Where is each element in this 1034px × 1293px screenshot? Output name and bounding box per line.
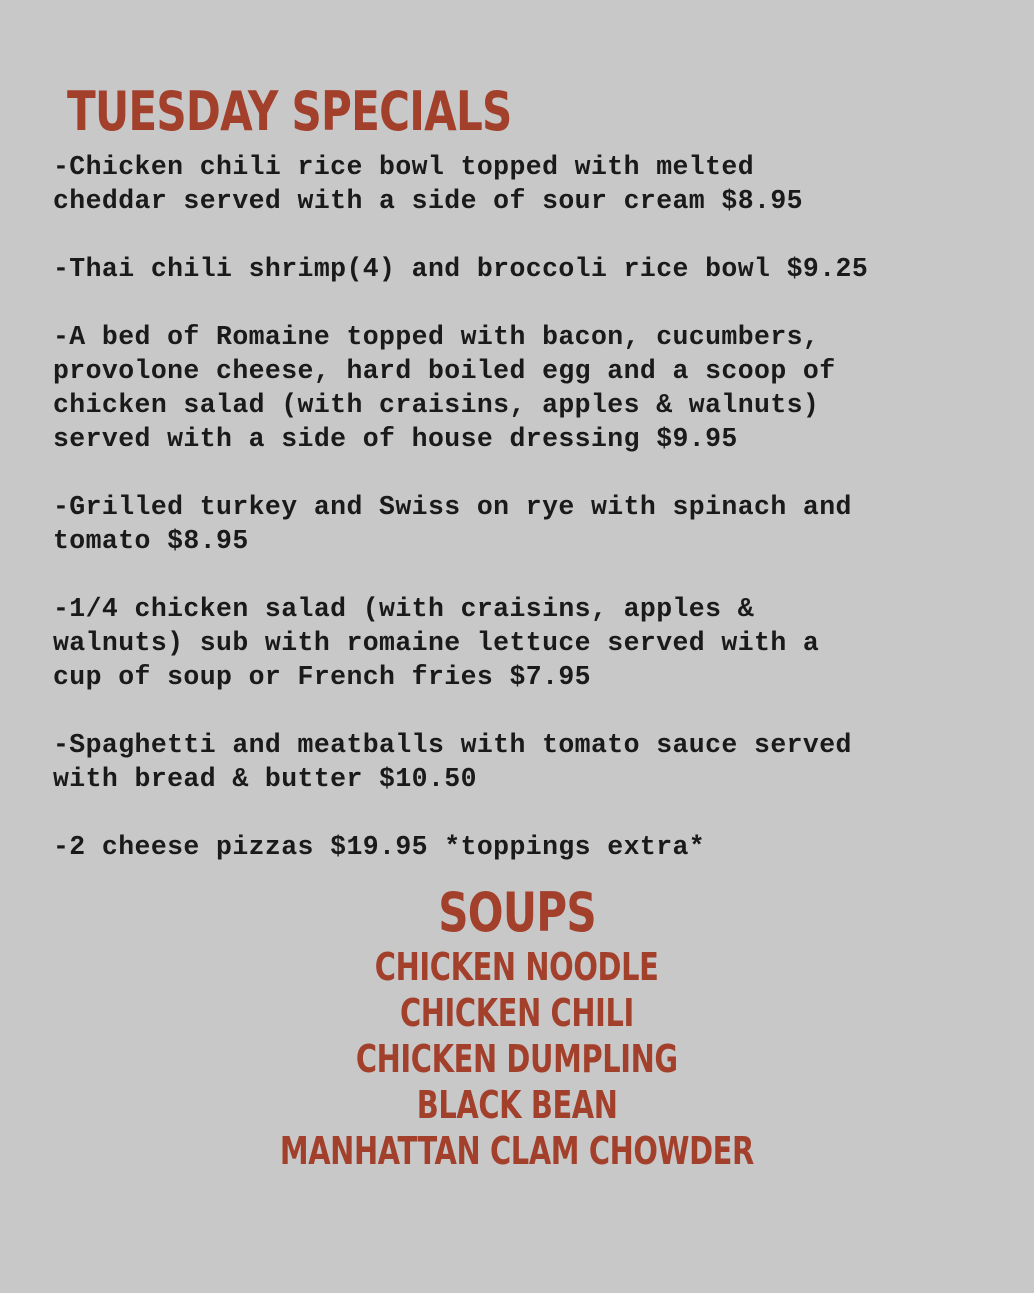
soup-item — [0, 944, 1034, 990]
special-item-chicken-chili-bowl: -Chicken chili rice bowl topped with melted cheddar served with a side of sour cream $8.95 — [53, 152, 803, 216]
page-title: TUESDAY SPECIALS — [67, 80, 512, 143]
soups-list — [0, 944, 1034, 1174]
special-item-romaine-salad: -A bed of Romaine topped with bacon, cucumbers, provolone cheese, hard boiled egg and a scoop of chicken salad (with craisins, apples & walnuts) served with a side of house dressing $9.95 — [53, 322, 836, 454]
specials-list — [53, 150, 1013, 898]
soup-item-label: CHICKEN DUMPLING — [356, 1037, 678, 1081]
special-item-grilled-turkey: -Grilled turkey and Swiss on rye with spinach and tomato $8.95 — [53, 492, 852, 556]
soup-item-label: CHICKEN NOODLE — [375, 945, 659, 989]
soup-item — [0, 1036, 1034, 1082]
special-item-spaghetti: -Spaghetti and meatballs with tomato sauce served with bread & butter $10.50 — [53, 730, 852, 794]
soup-item — [0, 1082, 1034, 1128]
special-item-thai-shrimp-bowl: -Thai chili shrimp(4) and broccoli rice bowl $9.25 — [53, 254, 869, 284]
soup-item — [0, 990, 1034, 1036]
special-item-chicken-salad-sub: -1/4 chicken salad (with craisins, apples & walnuts) sub with romaine lettuce served with a cup of soup or French fries $7.95 — [53, 594, 820, 692]
soup-item-label: MANHATTAN CLAM CHOWDER — [279, 1129, 755, 1173]
soup-item — [0, 1128, 1034, 1174]
soups-heading-text: SOUPS — [438, 881, 596, 944]
soups-heading — [0, 878, 1034, 948]
special-item-cheese-pizzas: -2 cheese pizzas $19.95 *toppings extra* — [53, 832, 706, 862]
soup-item-label: BLACK BEAN — [416, 1083, 618, 1127]
soup-item-label: CHICKEN CHILI — [400, 991, 634, 1035]
